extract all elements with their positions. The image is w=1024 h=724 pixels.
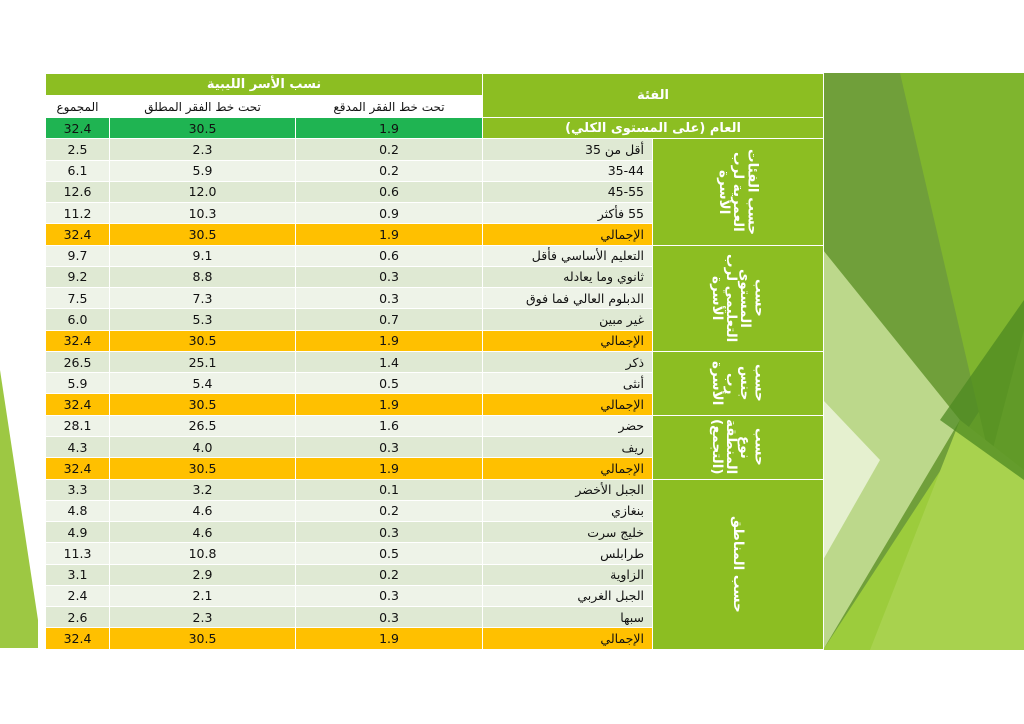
col-header-extreme: تحت خط الفقر المدقع: [296, 96, 483, 118]
group-label-cell: [653, 139, 824, 245]
cell-total: 6.0: [46, 309, 110, 330]
cell-total: 11.3: [46, 543, 110, 564]
cell-total: 11.2: [46, 203, 110, 224]
cell-category-label: غير مبين: [483, 309, 653, 330]
cell-total: 26.5: [46, 351, 110, 372]
cell-total: 32.4: [46, 628, 110, 650]
cell-category-label: طرابلس: [483, 543, 653, 564]
cell-extreme: 1.4: [296, 351, 483, 372]
table-row: [46, 351, 824, 372]
cell-total: 7.5: [46, 288, 110, 309]
cell-category-label: بنغازي: [483, 500, 653, 521]
cell-absolute: 30.5: [110, 628, 296, 650]
cell-category-label: الإجمالي: [483, 330, 653, 351]
overall-absolute: 30.5: [110, 118, 296, 139]
cell-absolute: 2.3: [110, 139, 296, 160]
cell-category-label: خليج سرت: [483, 522, 653, 543]
cell-category-label: الإجمالي: [483, 458, 653, 479]
table-body: [46, 118, 824, 650]
cell-extreme: 0.3: [296, 607, 483, 628]
cell-extreme: 0.3: [296, 522, 483, 543]
col-header-absolute: تحت خط الفقر المطلق: [110, 96, 296, 118]
poverty-table: [45, 73, 824, 650]
cell-extreme: 0.7: [296, 309, 483, 330]
overall-row: [46, 118, 824, 139]
cell-total: 32.4: [46, 458, 110, 479]
cell-absolute: 30.5: [110, 458, 296, 479]
cell-category-label: الإجمالي: [483, 394, 653, 415]
overall-total: 32.4: [46, 118, 110, 139]
cell-absolute: 3.2: [110, 479, 296, 500]
cell-extreme: 0.6: [296, 181, 483, 202]
cell-total: 2.5: [46, 139, 110, 160]
cell-absolute: 8.8: [110, 266, 296, 287]
cell-category-label: أنثى: [483, 373, 653, 394]
cell-category-label: ريف: [483, 436, 653, 457]
cell-total: 3.3: [46, 479, 110, 500]
cell-category-label: الزاوية: [483, 564, 653, 585]
cell-total: 4.3: [46, 436, 110, 457]
cell-absolute: 10.3: [110, 203, 296, 224]
cell-category-label: أقل من 35: [483, 139, 653, 160]
table-row: [46, 415, 824, 436]
cell-extreme: 1.9: [296, 628, 483, 650]
group-label-cell: [653, 351, 824, 415]
cell-extreme: 0.2: [296, 564, 483, 585]
cell-extreme: 0.2: [296, 139, 483, 160]
cell-extreme: 1.9: [296, 224, 483, 245]
cell-extreme: 1.9: [296, 394, 483, 415]
cell-total: 6.1: [46, 160, 110, 181]
cell-absolute: 2.1: [110, 585, 296, 606]
group-title-header: نسب الأسر الليبية: [46, 74, 483, 96]
col-header-total: المجموع: [46, 96, 110, 118]
cell-extreme: 0.5: [296, 543, 483, 564]
overall-extreme: 1.9: [296, 118, 483, 139]
cell-total: 9.7: [46, 245, 110, 266]
cell-total: 5.9: [46, 373, 110, 394]
cell-total: 4.9: [46, 522, 110, 543]
cell-extreme: 1.6: [296, 415, 483, 436]
cell-absolute: 7.3: [110, 288, 296, 309]
cell-extreme: 0.6: [296, 245, 483, 266]
cell-category-label: الجبل الأخضر: [483, 479, 653, 500]
cell-total: 28.1: [46, 415, 110, 436]
cell-total: 32.4: [46, 330, 110, 351]
cell-category-label: التعليم الأساسي فأقل: [483, 245, 653, 266]
group-label-cell: [653, 245, 824, 351]
cell-absolute: 30.5: [110, 394, 296, 415]
cell-category-label: الإجمالي: [483, 628, 653, 650]
group-label: حسب جنس رب الأسرة: [708, 361, 768, 406]
cell-extreme: 0.5: [296, 373, 483, 394]
cell-total: 3.1: [46, 564, 110, 585]
cell-total: 32.4: [46, 394, 110, 415]
group-label: حسب المناطق: [730, 515, 747, 613]
cell-absolute: 25.1: [110, 351, 296, 372]
group-label: حسب المستوى التعليمي لرب الأسرة: [708, 254, 768, 343]
cell-absolute: 30.5: [110, 330, 296, 351]
overall-label: العام (على المستوى الكلي): [483, 118, 824, 139]
cell-total: 12.6: [46, 181, 110, 202]
cell-extreme: 0.3: [296, 288, 483, 309]
cell-extreme: 0.3: [296, 266, 483, 287]
cell-category-label: الجبل الغربي: [483, 585, 653, 606]
table-row: [46, 139, 824, 160]
cell-absolute: 5.9: [110, 160, 296, 181]
group-label-cell: [653, 479, 824, 649]
cell-absolute: 2.9: [110, 564, 296, 585]
cell-extreme: 1.9: [296, 458, 483, 479]
cell-extreme: 1.9: [296, 330, 483, 351]
category-header: الفئة: [483, 74, 824, 118]
cell-total: 2.4: [46, 585, 110, 606]
cell-category-label: الإجمالي: [483, 224, 653, 245]
cell-absolute: 10.8: [110, 543, 296, 564]
cell-category-label: 45-55: [483, 181, 653, 202]
cell-absolute: 5.4: [110, 373, 296, 394]
cell-total: 32.4: [46, 224, 110, 245]
cell-absolute: 12.0: [110, 181, 296, 202]
cell-total: 9.2: [46, 266, 110, 287]
cell-extreme: 0.1: [296, 479, 483, 500]
cell-category-label: الدبلوم العالي فما فوق: [483, 288, 653, 309]
cell-category-label: ثانوي وما يعادله: [483, 266, 653, 287]
cell-absolute: 4.6: [110, 522, 296, 543]
cell-category-label: ذكر: [483, 351, 653, 372]
cell-extreme: 0.3: [296, 436, 483, 457]
cell-absolute: 5.3: [110, 309, 296, 330]
cell-extreme: 0.2: [296, 160, 483, 181]
cell-category-label: 35-44: [483, 160, 653, 181]
cell-extreme: 0.2: [296, 500, 483, 521]
cell-extreme: 0.9: [296, 203, 483, 224]
cell-category-label: 55 فأكثر: [483, 203, 653, 224]
cell-category-label: حضر: [483, 415, 653, 436]
cell-category-label: سبها: [483, 607, 653, 628]
cell-absolute: 2.3: [110, 607, 296, 628]
group-label: حسب الفئات العمرية لرب الأسرة: [715, 148, 761, 235]
table-row: [46, 245, 824, 266]
table-row: [46, 479, 824, 500]
poverty-table-container: [45, 73, 823, 650]
cell-absolute: 4.6: [110, 500, 296, 521]
cell-absolute: 4.0: [110, 436, 296, 457]
cell-total: 4.8: [46, 500, 110, 521]
cell-total: 2.6: [46, 607, 110, 628]
cell-absolute: 30.5: [110, 224, 296, 245]
left-edge-shape: [0, 370, 38, 648]
cell-absolute: 26.5: [110, 415, 296, 436]
group-label: حسب نوع المنطقة (التجمع): [708, 419, 768, 475]
cell-extreme: 0.3: [296, 585, 483, 606]
group-label-cell: [653, 415, 824, 479]
cell-absolute: 9.1: [110, 245, 296, 266]
